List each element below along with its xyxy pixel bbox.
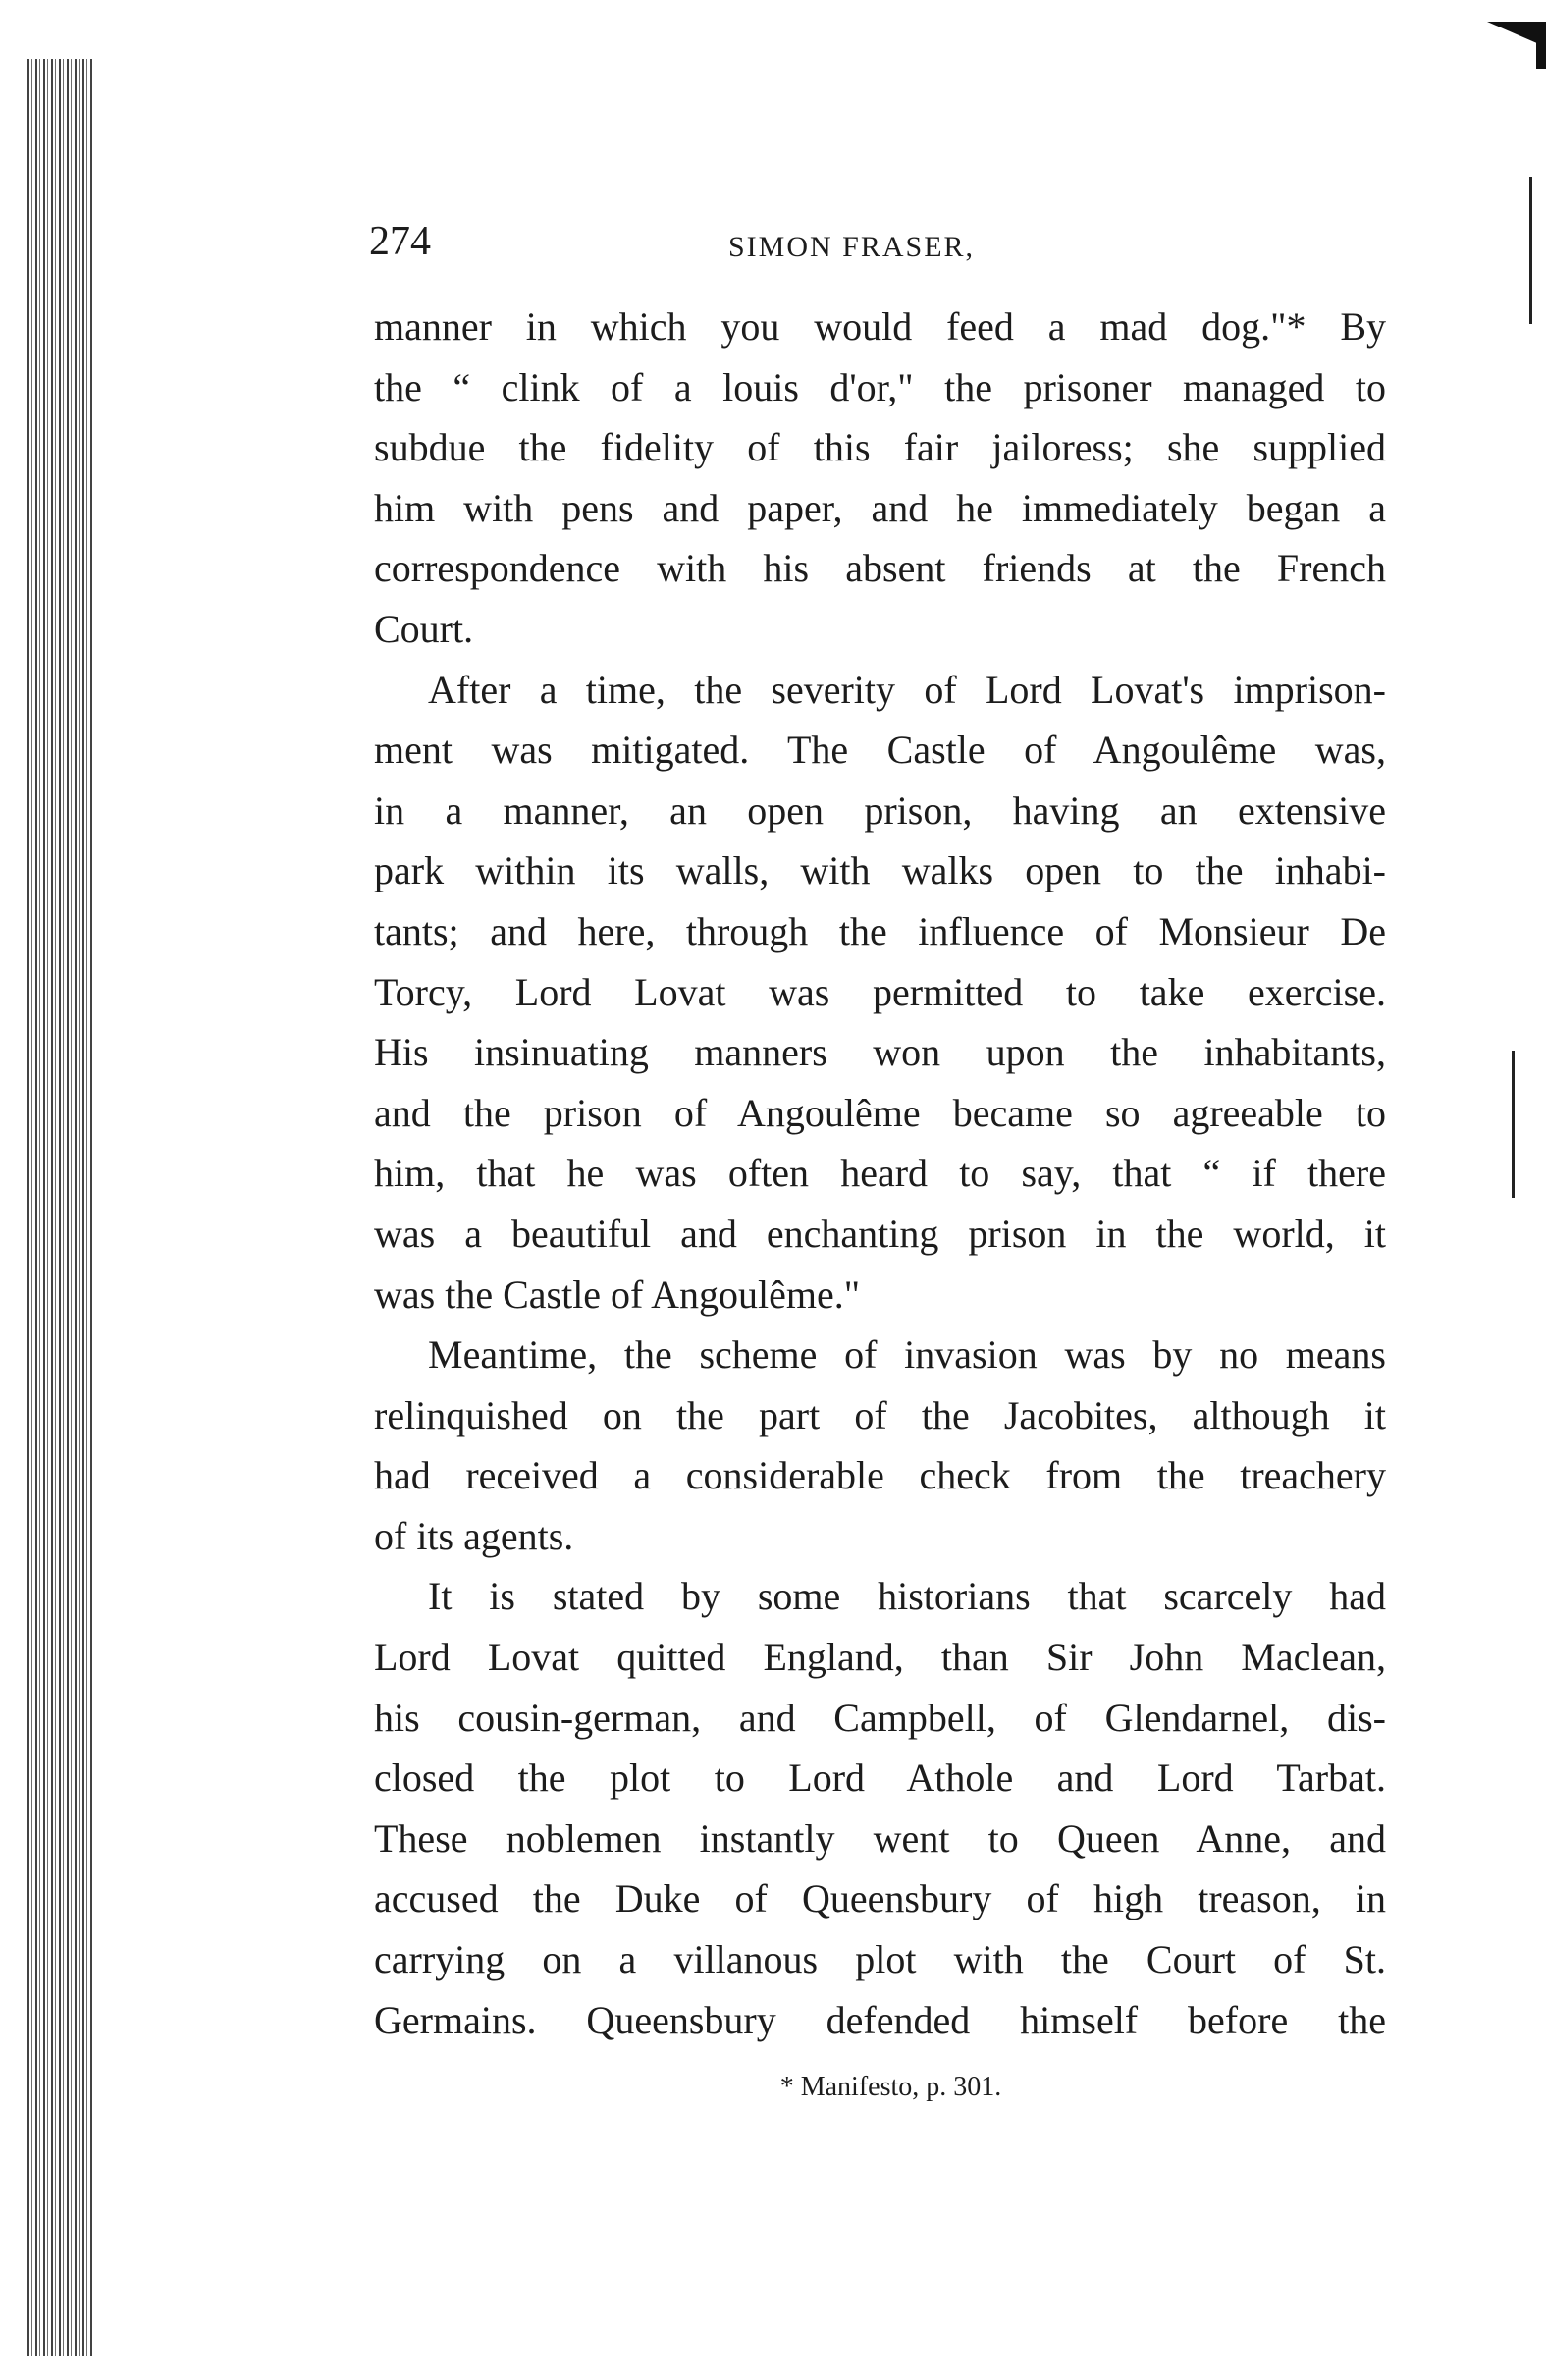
text-line: was the Castle of Angoulême." xyxy=(374,1271,861,1317)
text-line: closed the plot to Lord Athole and Lord Tarbat. xyxy=(374,1756,1386,1801)
margin-mark xyxy=(1512,1051,1515,1198)
text-line: the “ clink of a louis d'or," the prisoner managed to xyxy=(374,364,1386,409)
paragraph xyxy=(374,660,1386,1325)
text-line: him with pens and paper, and he immediately began a xyxy=(374,485,1386,530)
text-line: of its agents. xyxy=(374,1513,574,1558)
text-line: After a time, the severity of Lord Lovat's imprison- xyxy=(428,667,1386,712)
text-line: and the prison of Angoulême became so agreeable to xyxy=(374,1090,1386,1135)
text-line: correspondence with his absent friends at the French xyxy=(374,546,1386,591)
text-line: ment was mitigated. The Castle of Angoulême was, xyxy=(374,728,1386,773)
book-binding-edge xyxy=(27,59,92,2356)
text-line: in a manner, an open prison, having an extensive xyxy=(374,787,1386,833)
footnote: * Manifesto, p. 301. xyxy=(779,2072,1002,2102)
text-line: Germains. Queensbury defended himself before the xyxy=(374,1997,1386,2042)
text-line: Meantime, the scheme of invasion was by no means xyxy=(428,1332,1386,1378)
text-line: Court. xyxy=(374,606,474,651)
text-line: had received a considerable check from the treachery xyxy=(374,1453,1386,1498)
text-line: tants; and here, through the influence of Monsieur De xyxy=(374,908,1386,953)
text-line: park within its walls, with walks open to the inhabi- xyxy=(374,848,1386,893)
text-line: These noblemen instantly went to Queen Anne, and xyxy=(374,1815,1386,1861)
paragraph xyxy=(374,1325,1386,1566)
page-number: 274 xyxy=(369,219,431,264)
corner-mark-bar xyxy=(1536,22,1546,69)
text-line: accused the Duke of Queensbury of high treason, in xyxy=(374,1876,1386,1921)
text-line: his cousin-german, and Campbell, of Glendarnel, dis- xyxy=(374,1695,1386,1740)
text-line: Torcy, Lord Lovat was permitted to take exercise. xyxy=(374,969,1386,1014)
text-line: him, that he was often heard to say, that “ if there xyxy=(374,1151,1386,1196)
text-line: carrying on a villanous plot with the Court of St. xyxy=(374,1937,1386,1982)
text-line: relinquished on the part of the Jacobites, although it xyxy=(374,1392,1386,1437)
body-text xyxy=(374,297,1386,2050)
text-line: Lord Lovat quitted England, than Sir John Maclean, xyxy=(374,1635,1386,1680)
paragraph xyxy=(374,297,1386,660)
text-line: was a beautiful and enchanting prison in the world, it xyxy=(374,1211,1386,1256)
text-line: His insinuating manners won upon the inhabitants, xyxy=(374,1030,1386,1075)
text-line: It is stated by some historians that scarcely had xyxy=(428,1574,1386,1619)
running-head: SIMON FRASER, xyxy=(728,231,976,263)
paragraph xyxy=(374,1566,1386,2050)
margin-mark xyxy=(1529,177,1532,324)
text-line: manner in which you would feed a mad dog."* By xyxy=(374,304,1386,349)
text-line: subdue the fidelity of this fair jailoress; she supplied xyxy=(374,425,1386,470)
